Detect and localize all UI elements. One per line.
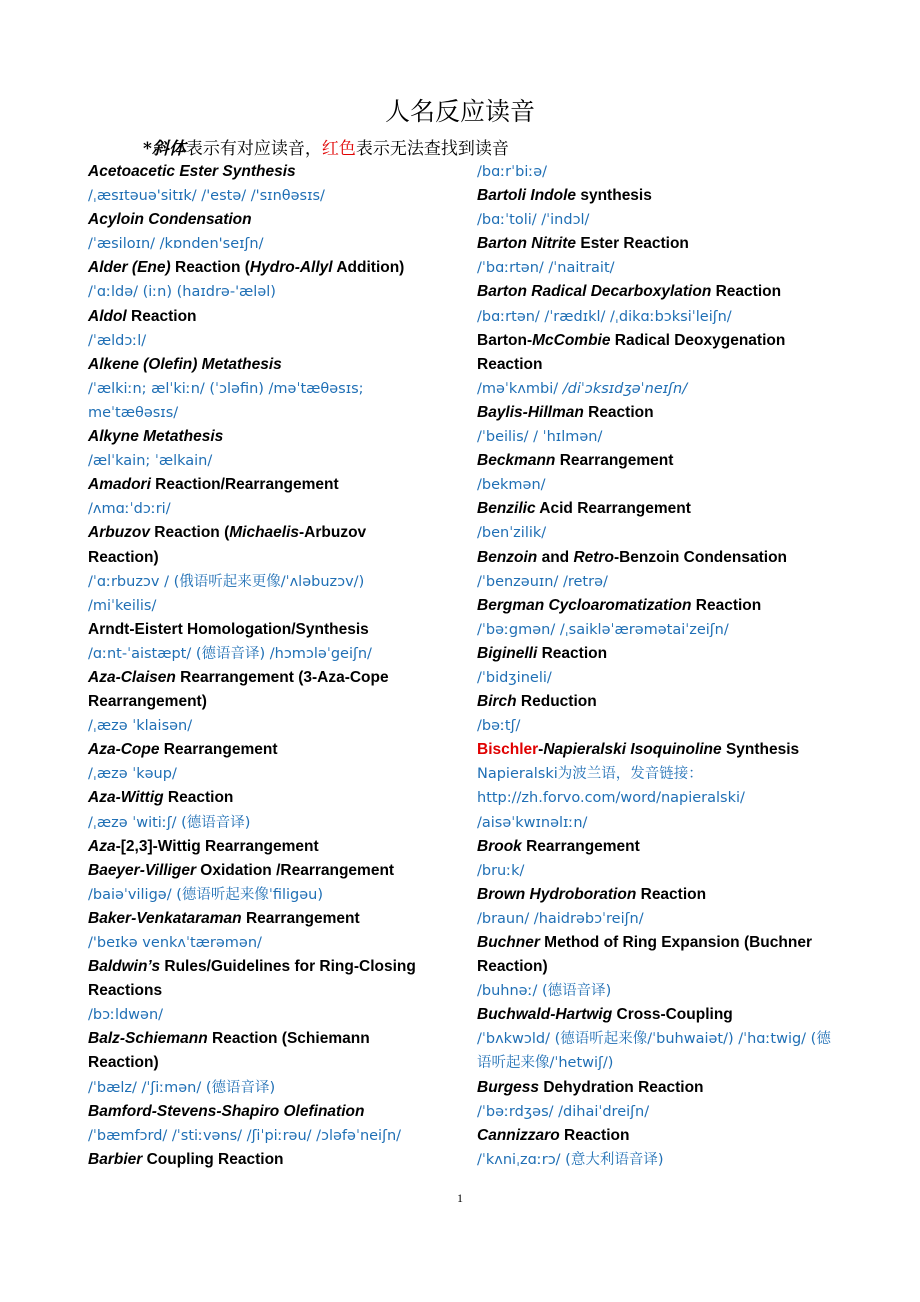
reaction-name-right-20: Biginelli Reaction: [477, 644, 608, 662]
pronunciation-right-15: /benˈzilik/: [477, 525, 547, 542]
reaction-name-left-21: Aza-Claisen Rearrangement (3-Aza-Cope: [88, 668, 389, 686]
pronunciation-left-9: /ˈælkiːn; ælˈkiːn/ (ˈɔləfin) /məˈtæθəsɪs;: [88, 380, 364, 397]
subtitle-legend: [143, 134, 509, 159]
reaction-name-left-37: Reaction): [88, 1054, 159, 1072]
reaction-name-left-24: Aza-Cope Rearrangement: [88, 741, 278, 759]
pronunciation-left-35: /bɔːldwən/: [88, 1007, 164, 1024]
reaction-name-left-34: Reactions: [88, 982, 163, 1000]
reaction-name-left-31: Baker-Venkataraman Rearrangement: [88, 909, 360, 927]
reaction-name-right-24: Bischler-Napieralski Isoquinoline Synthesis: [477, 741, 800, 759]
pronunciation-left-17: /ˈɑːrbuzɔv / (俄语听起来更像/ˈʌləbuzɔv/): [88, 573, 365, 590]
pronunciation-right-41: /ˈkʌniˌzɑːrɔ/ (意大利语音译): [477, 1151, 664, 1168]
pronunciation-right-25: Napieralski为波兰语，发音链接：: [477, 766, 703, 783]
reaction-name-left-26: Aza-Wittig Reaction: [88, 789, 234, 807]
pronunciation-right-6: /bɑːrtən/ /ˈrædɪkl/ /ˌdikɑːbɔksiˈleiʃn/: [477, 308, 732, 325]
reaction-name-right-30: Brown Hydroboration Reaction: [477, 885, 707, 903]
reaction-name-left-39: Bamford-Stevens-Shapiro Olefination: [88, 1102, 365, 1120]
reaction-name-left-4: Alder (Ene) Reaction (Hydro-Allyl Addition): [88, 259, 405, 277]
pronunciation-left-10: meˈtæθəsɪs/: [88, 404, 179, 421]
reaction-name-right-16: Benzoin and Retro-Benzoin Condensation: [477, 548, 788, 566]
page-title: 人名反应读音: [384, 97, 535, 126]
legend-italic: *斜体: [143, 139, 186, 159]
legend-text-2: 表示无法查找到读音: [355, 139, 509, 159]
pronunciation-left-40: /ˈbæmfɔrd/ /ˈstiːvəns/ /ʃiˈpiːrəu/ /ɔləfəˈneiʃn/: [88, 1127, 402, 1144]
right-column: [477, 160, 837, 1172]
reaction-name-left-15: Arbuzov Reaction (Michaelis-Arbuzov: [88, 524, 367, 542]
legend-text-1: 表示有对应读音，: [185, 139, 322, 159]
pronunciation-right-31: /braun/ /haidrəbɔˈreiʃn/: [477, 910, 644, 927]
reaction-name-right-1: Bartoli Indole synthesis: [477, 187, 652, 205]
pronunciation-left-5: /ˈɑːldə/ (iːn) (haɪdrə-'æləl): [88, 284, 276, 301]
pronunciation-left-25: /ˌæzə ˈkəup/: [88, 766, 177, 783]
reaction-name-right-7: Barton-McCombie Radical Deoxygenation: [477, 331, 786, 349]
pronunciation-right-23: /bəːtʃ/: [477, 718, 521, 735]
reaction-name-right-10: Baylis-Hillman Reaction: [477, 403, 654, 421]
pronunciation-right-34: /buhnəː/ (德语音译): [477, 983, 612, 1000]
reaction-name-left-33: Baldwin’s Rules/Guidelines for Ring-Closing: [88, 958, 416, 976]
pronunciation-right-0: /bɑːrˈbiːə/: [477, 164, 548, 180]
reaction-name-left-16: Reaction): [88, 548, 159, 566]
reaction-name-left-29: Baeyer-Villiger Oxidation /Rearrangement: [88, 861, 395, 879]
pronunciation-left-38: /ˈbælz/ /ˈʃiːmən/ (德语音译): [88, 1079, 276, 1096]
reaction-name-left-0: Acetoacetic Ester Synthesis: [88, 163, 296, 180]
page-number: 1: [457, 1191, 463, 1205]
reaction-name-right-12: Beckmann Rearrangement: [477, 452, 674, 470]
legend-red: 红色: [321, 139, 356, 159]
pronunciation-right-29: /bruːk/: [477, 862, 525, 879]
reaction-name-left-28: Aza-[2,3]-Wittig Rearrangement: [88, 837, 319, 855]
pronunciation-right-13: /bekmən/: [477, 477, 546, 494]
reaction-name-left-19: Arndt-Eistert Homologation/Synthesis: [88, 620, 369, 638]
pronunciation-right-4: /ˈbɑːrtən/ /ˈnaitrait/: [477, 260, 615, 277]
pronunciation-right-19: /ˈbəːgmən/ /ˌsaikləˈærəmətaiˈzeiʃn/: [477, 621, 729, 638]
pronunciation-left-27: /ˌæzə ˈwitiːʃ/ (德语音译): [88, 814, 251, 831]
reaction-name-right-40: Cannizzaro Reaction: [477, 1126, 630, 1144]
pronunciation-right-36: /ˈbʌkwɔld/ (德语听起来像/ˈbuhwaiət/) /ˈhɑːtwig/ (德: [477, 1031, 831, 1048]
pronunciation-right-27: /aisəˈkwɪnəlɪːn/: [477, 814, 588, 831]
pronunciation-right-26: http://zh.forvo.com/word/napieralski/: [477, 790, 745, 807]
pronunciation-right-39: /ˈbəːrdʒəs/ /dihaiˈdreiʃn/: [477, 1103, 650, 1120]
reaction-name-right-33: Reaction): [477, 958, 548, 976]
pronunciation-left-23: /ˌæzə ˈklaisən/: [88, 718, 193, 735]
pronunciation-right-17: /ˈbenzəuɪn/ /retrə/: [477, 573, 608, 590]
reaction-name-right-38: Burgess Dehydration Reaction: [477, 1078, 704, 1096]
reaction-name-left-6: Aldol Reaction: [88, 307, 197, 325]
reaction-name-left-8: Alkene (Olefin) Metathesis: [88, 355, 282, 373]
reaction-name-left-2: Acyloin Condensation: [88, 211, 252, 229]
reaction-name-right-3: Barton Nitrite Ester Reaction: [477, 235, 689, 253]
pronunciation-left-18: /miˈkeilis/: [88, 597, 157, 614]
pronunciation-left-12: /ælˈkain; ˈælkain/: [88, 453, 213, 470]
pronunciation-right-37: 语听起来像/ˈhetwiʃ/): [477, 1055, 614, 1072]
pronunciation-left-20: /ɑːnt-ˈaistæpt/ (德语音译) /hɔmɔləˈgeiʃn/: [88, 645, 372, 662]
pronunciation-left-30: /baiəˈviligə/ (德语听起来像ˈfiligəu): [88, 886, 324, 903]
reaction-name-right-18: Bergman Cycloaromatization Reaction: [477, 596, 762, 614]
pronunciation-left-32: /'beɪkə venkʌˈtærəmən/: [88, 935, 262, 951]
pronunciation-right-11: /ˈbeilis/ / ˈhɪlmən/: [477, 429, 603, 446]
reaction-name-right-22: Birch Reduction: [477, 693, 597, 711]
reaction-name-left-22: Rearrangement): [88, 693, 207, 711]
reaction-name-left-13: Amadori Reaction/Rearrangement: [88, 476, 339, 494]
reaction-name-right-32: Buchner Method of Ring Expansion (Buchner: [477, 934, 812, 951]
pronunciation-left-1: /ˌæsɪtəuə'sitɪk/ /'estə/ /'sɪnθəsɪs/: [88, 188, 325, 205]
reaction-name-right-14: Benzilic Acid Rearrangement: [477, 500, 691, 518]
pronunciation-right-9: /məˈkʌmbi/ /diˈɔksɪdʒəˈneɪʃn/: [477, 380, 688, 397]
reaction-name-right-28: Brook Rearrangement: [477, 837, 640, 855]
reaction-name-right-8: Reaction: [477, 355, 543, 373]
pronunciation-left-3: /ˈæsiloɪn/ /kɒnden'seɪʃn/: [88, 236, 264, 253]
reaction-name-right-5: Barton Radical Decarboxylation Reaction: [477, 283, 782, 301]
reaction-name-left-41: Barbier Coupling Reaction: [88, 1150, 284, 1168]
pronunciation-left-14: /ʌmɑːˈdɔːri/: [88, 501, 171, 518]
reaction-name-right-35: Buchwald-Hartwig Cross-Coupling: [477, 1006, 733, 1024]
pronunciation-right-21: /ˈbidʒineli/: [477, 669, 552, 686]
left-column: [88, 160, 488, 1172]
reaction-name-left-11: Alkyne Metathesis: [88, 428, 224, 446]
pronunciation-left-7: /ˈældɔːl/: [88, 332, 147, 349]
reaction-name-left-36: Balz-Schiemann Reaction (Schiemann: [88, 1030, 370, 1048]
pronunciation-right-2: /bɑːˈtoli/ /ˈindɔl/: [477, 212, 590, 229]
